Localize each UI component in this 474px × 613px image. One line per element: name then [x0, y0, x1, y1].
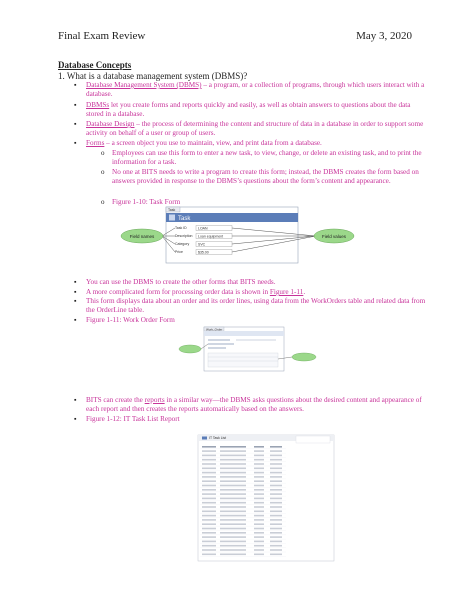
report-cell	[254, 528, 264, 530]
report-cell	[220, 523, 246, 525]
sub-bullet-figure-1-10: o Figure 1-10: Task Form	[101, 198, 181, 206]
report-cell	[220, 536, 246, 538]
term-dbmss: DBMSs	[86, 101, 110, 109]
report-cell	[254, 459, 264, 461]
report-cell	[202, 489, 216, 491]
report-cell	[202, 541, 216, 543]
bullet-marker: ▪	[74, 120, 77, 128]
report-icon	[202, 437, 207, 440]
report-cell	[220, 549, 246, 551]
question-1: 1. What is a database management system (DBMS)?	[58, 71, 248, 81]
report-cell	[270, 523, 282, 525]
report-cell	[254, 468, 264, 470]
report-cell	[254, 463, 264, 465]
report-cell	[254, 493, 264, 495]
bullet-figure-1-12: ▪ Figure 1-12: IT Task List Report	[74, 415, 180, 423]
report-cell	[202, 532, 216, 534]
report-cell	[202, 549, 216, 551]
report-cell	[220, 511, 246, 513]
report-cell	[202, 528, 216, 530]
report-cell	[254, 549, 264, 551]
form-icon	[169, 215, 175, 221]
field-label-task-id: Task ID	[175, 226, 187, 230]
bullet-reports: ▪ BITS can create the reports in a similar way—the DBMS asks questions about the desired content and appearance of each report and then creates the reports automatically based on the answers.	[74, 396, 422, 414]
report-cell	[220, 455, 246, 457]
report-cell	[270, 485, 282, 487]
field-value-category: SVC	[198, 242, 206, 247]
report-cell	[270, 472, 282, 474]
report-cell	[202, 506, 216, 508]
report-cell	[254, 554, 264, 556]
report-cell	[202, 472, 216, 474]
report-cell	[254, 515, 264, 517]
report-cell	[220, 532, 246, 534]
bullet-marker: ▪	[74, 101, 77, 109]
report-cell	[220, 459, 246, 461]
report-cell	[220, 463, 246, 465]
report-cell	[254, 485, 264, 487]
sub-bullet-employees: o Employees can use this form to enter a new task, to view, change, or delete an existing task, and to print the information for a task.	[101, 149, 422, 167]
report-cell	[202, 450, 216, 452]
report-cell	[202, 476, 216, 478]
report-cell	[202, 493, 216, 495]
task-form-figure	[120, 206, 360, 266]
report-cell	[254, 532, 264, 534]
figure-1-11-link[interactable]: Figure 1-11	[269, 288, 304, 296]
report-cell	[270, 528, 282, 530]
report-cell	[254, 498, 264, 500]
field-value-task-id: LOAN	[198, 226, 208, 231]
report-cell	[220, 519, 246, 521]
report-cell	[202, 536, 216, 538]
bullet-marker: ▪	[74, 81, 77, 89]
report-cell	[202, 502, 216, 504]
report-cell	[270, 480, 282, 482]
term-forms: Forms	[86, 139, 105, 147]
report-title: IT Task List	[209, 436, 227, 441]
bullet-other-forms: ▪ You can use the DBMS to create the other forms that BITS needs.	[74, 278, 276, 286]
bullet-marker: ▪	[74, 139, 77, 147]
report-cell	[254, 489, 264, 491]
report-cell	[270, 545, 282, 547]
report-cell	[220, 489, 246, 491]
report-cell	[202, 459, 216, 461]
report-cell	[270, 515, 282, 517]
report-cell	[254, 536, 264, 538]
report-cell	[254, 446, 264, 448]
report-cell	[270, 455, 282, 457]
report-cell	[202, 468, 216, 470]
report-cell	[254, 455, 264, 457]
section-title: Database Concepts	[58, 60, 132, 70]
term-dbms: Database Management System (DBMS)	[86, 81, 202, 89]
bullet-dbms: ▪ Database Management System (DBMS) – a program, or a collection of programs, through which users interact with a database.	[74, 81, 425, 99]
report-cell	[270, 476, 282, 478]
bullet-marker-circle: o	[101, 168, 105, 176]
report-cell	[220, 545, 246, 547]
report-cell	[220, 515, 246, 517]
bullet-marker-circle: o	[101, 198, 105, 206]
order-lines-subform	[208, 353, 278, 367]
document-title: Final Exam Review	[58, 30, 146, 42]
report-cell	[254, 480, 264, 482]
report-cell	[254, 450, 264, 452]
field-value-price: $35.00	[198, 250, 209, 255]
report-cell	[220, 498, 246, 500]
report-cell	[270, 463, 282, 465]
report-cell	[270, 506, 282, 508]
report-cell	[202, 554, 216, 556]
task-list-report-figure	[196, 434, 336, 562]
report-cell	[220, 528, 246, 530]
report-cell	[220, 541, 246, 543]
sub-bullet-no-one: o No one at BITS needs to write a program to create this form; instead, the DBMS creates the form based on answers provided in response to the DBMS’s questions about the form’s content and appearance.	[101, 168, 419, 186]
report-cell	[202, 498, 216, 500]
report-cell	[202, 523, 216, 525]
report-cell	[202, 515, 216, 517]
report-cell	[202, 545, 216, 547]
task-form-title: Task	[178, 216, 191, 222]
report-cell	[270, 549, 282, 551]
work-order-tab: Work_Order	[206, 327, 223, 332]
report-cell	[254, 511, 264, 513]
work-order-left-bubble	[179, 345, 201, 353]
report-cell	[202, 511, 216, 513]
report-cell	[270, 498, 282, 500]
field-label-price: Price	[175, 250, 183, 254]
report-cell	[254, 519, 264, 521]
term-reports: reports	[144, 396, 165, 404]
bullet-marker: ▪	[74, 316, 77, 324]
report-cell	[254, 541, 264, 543]
bullet-marker: ▪	[74, 415, 77, 423]
document-date: May 3, 2020	[356, 30, 412, 42]
report-cell	[202, 485, 216, 487]
report-cell	[270, 532, 282, 534]
report-cell	[254, 506, 264, 508]
report-cell	[220, 485, 246, 487]
report-cell	[270, 502, 282, 504]
work-order-right-bubble	[292, 353, 316, 361]
report-cell	[220, 472, 246, 474]
report-cell	[254, 476, 264, 478]
bullet-marker: ▪	[74, 297, 77, 305]
report-cell	[270, 511, 282, 513]
field-names-label: Field names	[129, 234, 155, 239]
report-cell	[202, 480, 216, 482]
bullet-figure-1-11: ▪ Figure 1-11: Work Order Form	[74, 316, 175, 324]
report-cell	[220, 476, 246, 478]
report-cell	[220, 502, 246, 504]
report-cell	[220, 468, 246, 470]
report-cell	[254, 545, 264, 547]
report-cell	[202, 519, 216, 521]
report-cell	[270, 541, 282, 543]
report-cell	[254, 472, 264, 474]
report-cell	[220, 480, 246, 482]
report-cell	[220, 506, 246, 508]
field-values-label: Field values	[321, 234, 347, 239]
report-cell	[202, 446, 216, 448]
report-cell	[270, 446, 282, 448]
field-value-description: Loan equipment	[198, 234, 224, 239]
report-cell	[270, 489, 282, 491]
bullet-marker: ▪	[74, 396, 77, 404]
report-cell	[254, 502, 264, 504]
term-database-design: Database Design	[86, 120, 135, 128]
bullet-complicated-form: ▪ A more complicated form for processing order data is shown in Figure 1-11.	[74, 288, 306, 296]
report-cell	[220, 450, 246, 452]
task-form-tab: Task	[168, 208, 176, 212]
report-cell	[270, 493, 282, 495]
report-cell	[270, 519, 282, 521]
report-cell	[202, 463, 216, 465]
field-label-category: Category	[175, 242, 190, 246]
bullet-marker: ▪	[74, 288, 77, 296]
bullet-forms: ▪ Forms – a screen object you use to maintain, view, and print data from a database.	[74, 139, 322, 147]
report-cell	[270, 459, 282, 461]
report-cell	[254, 523, 264, 525]
bullet-database-design: ▪ Database Design – the process of determining the content and structure of data in a database in order to support some activity on behalf of a user or group of users.	[74, 120, 424, 138]
report-cell	[270, 536, 282, 538]
bullet-marker: ▪	[74, 278, 77, 286]
report-cell	[270, 450, 282, 452]
report-cell	[270, 468, 282, 470]
bullet-marker-circle: o	[101, 149, 105, 157]
work-order-header	[204, 331, 284, 336]
field-label-description: Description	[175, 234, 193, 238]
report-cell	[270, 554, 282, 556]
report-cell	[202, 455, 216, 457]
bullet-dbmss: ▪ DBMSs let you create forms and reports quickly and easily, as well as obtain answers to questions about the data stored in a database.	[74, 101, 411, 119]
report-cell	[220, 446, 246, 448]
work-order-form-figure	[178, 326, 318, 372]
report-cell	[220, 554, 246, 556]
bullet-form-displays: ▪ This form displays data about an order and its order lines, using data from the WorkOrders table and related data from the OrderLine table.	[74, 297, 426, 315]
report-cell	[220, 493, 246, 495]
